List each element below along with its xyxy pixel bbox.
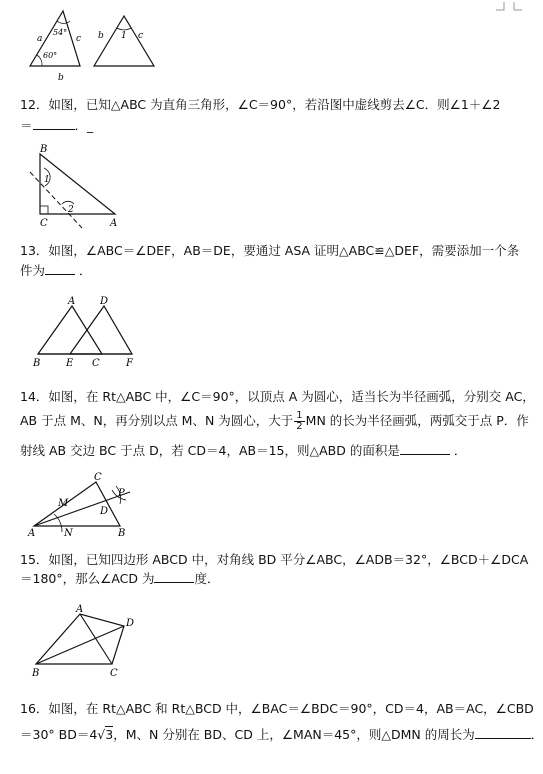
q16-answer-blank[interactable] [475,726,531,739]
q12-line1: 12．如图，已知△ABC 为直角三角形，∠C＝90°，若沿图中虚线剪去∠C．则∠1＋∠2 [20,97,501,112]
q14-label-N: N [64,528,73,539]
label-c: c [76,34,82,44]
q13-line2 [20,262,520,280]
q16-suffix: ，M、N 分别在 BD、CD 上，∠MAN＝45°，则△DMN 的周长为 [113,727,475,742]
q16-prefix: ＝30° BD＝4 [20,727,98,742]
q14-line3 [20,442,520,460]
label-c-right: c [138,31,144,41]
q15-label-D: D [126,618,135,629]
q14-label-M: M [58,498,69,509]
q12-label-B: B [40,144,48,155]
q12-label-2: 2 [68,205,74,215]
angle-54: 54° [53,28,68,37]
q12-answer-blank[interactable] [33,117,75,130]
label-a: a [37,34,43,44]
q13-line1: 13．如图，∠ABC＝∠DEF，AB＝DE，要通过 ASA 证明△ABC≌△DEF，需要添加一个条 [20,243,520,258]
q12-line2 [20,117,520,135]
q12-label-1: 1 [44,175,50,185]
q14-line1: 14．如图，在 Rt△ABC 中，∠C＝90°，以顶点 A 为圆心，适当长为半径画弧，分别交 AC， [20,389,535,404]
sqrt-symbol: √ [97,727,106,742]
q14-line2-prefix: AB 于点 M、N，再分别以点 M、N 为圆心，大于 [20,413,294,428]
corner-mark-right [514,2,522,10]
left-triangle [30,11,81,83]
q14-label-D: D [100,506,109,517]
q15-figure [28,600,148,680]
q15-label-B: B [32,668,40,679]
q12-suffix: ．_ [74,118,94,133]
q15-line1: 15．如图，已知四边形 ABCD 中，对角线 BD 平分∠ABC，∠ADB＝32°，∠BCD＋∠DCA [20,552,529,567]
corner-mark-left [496,2,504,10]
q15-label-A: A [76,604,84,615]
q15-line2 [20,570,520,588]
q13-prefix: 件为 [20,263,46,278]
q15-suffix: 度． [194,571,220,586]
q12-label-A: A [110,218,118,229]
q16-end: ． [530,727,543,742]
q14-figure [26,470,146,540]
q15-prefix: ＝180°，那么∠ACD 为 [20,571,155,586]
label-b-right: b [98,31,104,41]
q12-label-C: C [40,218,48,229]
angle-60: 60° [43,51,58,60]
q13-label-C: C [92,358,100,369]
q14-line2-suffix: MN 的长为半径画弧，两弧交于点 P．作 [305,413,529,428]
q14-suffix: ． [453,443,467,458]
q13-label-A: A [68,296,76,307]
q14-fraction [294,411,304,432]
frac-denominator: 2 [296,421,303,432]
q13-label-F: F [126,358,133,369]
frac-numerator: 1 [296,410,303,421]
sqrt-value: 3 [105,727,114,742]
q14-label-B: B [118,528,126,539]
q14-line2 [20,410,529,432]
q14-line3-prefix: 射线 AB 交边 BC 于点 D，若 CD＝4，AB＝15，则△ABD 的面积是 [20,443,400,458]
right-triangle [94,16,154,66]
label-b: b [58,73,64,83]
q13-suffix: ． [79,263,92,278]
q12-figure [20,144,130,230]
q14-label-C: C [94,472,102,483]
q12-eq: ＝ [20,118,33,133]
q16-line1: 16．如图，在 Rt△ABC 和 Rt△BCD 中，∠BAC＝∠BDC＝90°，CD＝4，AB＝AC，∠CBD [20,701,534,716]
q13-label-E: E [66,358,74,369]
q14-answer-blank[interactable] [400,442,450,455]
q14-label-P: P [118,488,125,499]
top-triangles-figure [20,8,170,83]
q13-answer-blank[interactable] [45,262,75,275]
q13-label-D: D [100,296,109,307]
q15-answer-blank[interactable] [154,570,194,583]
q14-label-A: A [28,528,36,539]
label-1-right: 1 [121,31,127,41]
q15-label-C: C [110,668,118,679]
q13-label-B: B [33,358,41,369]
q16-line2 [20,726,543,744]
q13-figure [28,294,148,370]
